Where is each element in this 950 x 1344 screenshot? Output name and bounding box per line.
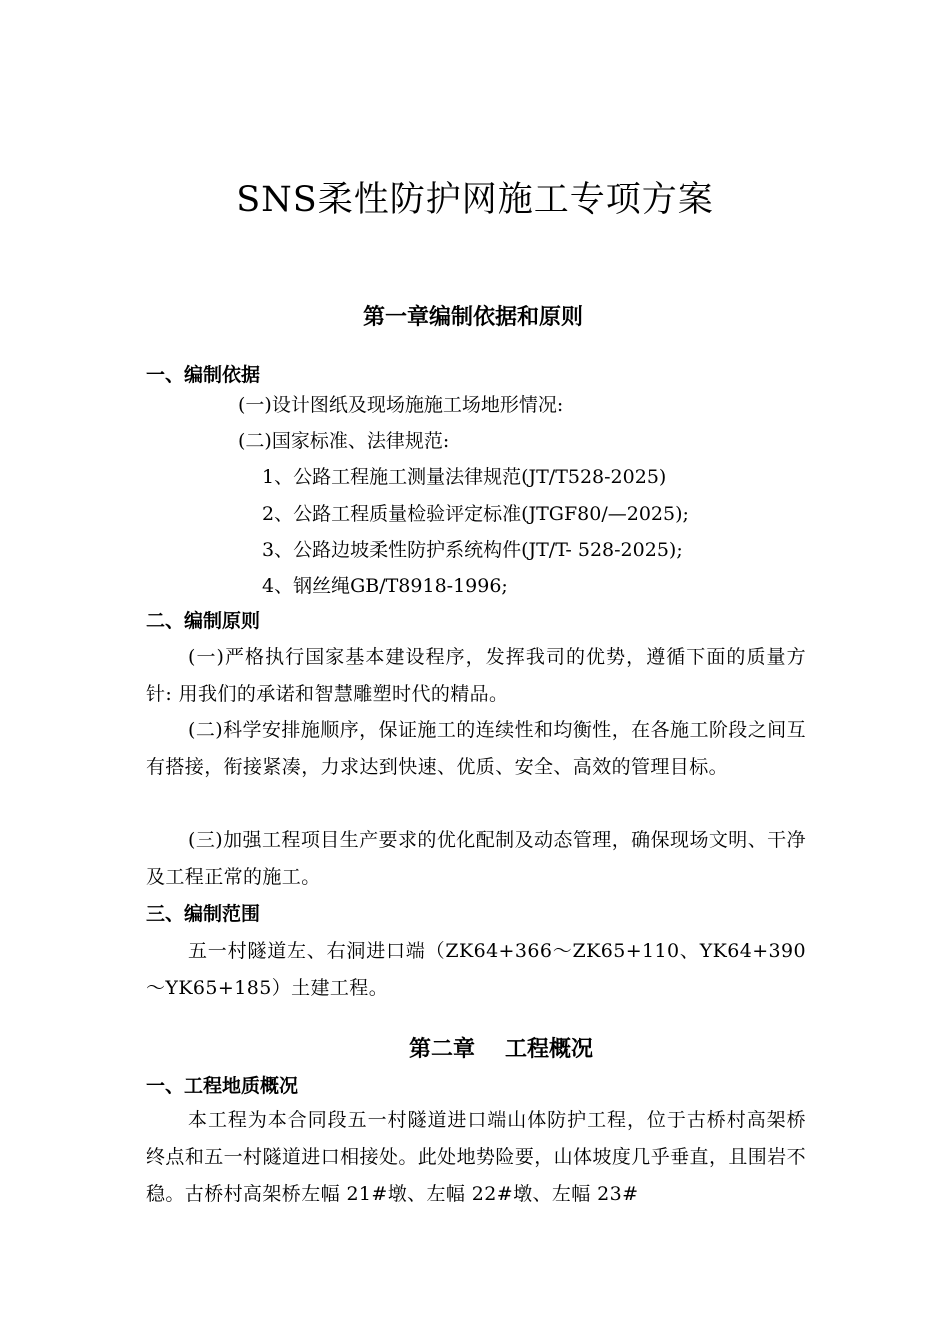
standard-item-1: 1、公路工程施工测量法律规范(JT/T528-2025) [262,466,667,488]
standard-item-3: 3、公路边坡柔性防护系统构件(JT/T- 528-2025); [262,539,683,561]
section-principles-heading: 二、编制原则 [146,610,261,632]
scope-paragraph: 五一村隧道左、右洞进口端（ZK64+366～ZK65+110、YK64+390～YK65+185）土建工程。 [146,940,806,999]
section-scope-heading: 三、编制范围 [146,903,261,925]
principle-paragraph-3: (三)加强工程项目生产要求的优化配制及动态管理，确保现场文明、干净及工程正常的施工。 [146,829,806,888]
geology-paragraph: 本工程为本合同段五一村隧道进口端山体防护工程，位于古桥村高架桥终点和五一村隧道进口相接处。此处地势险要，山体坡度几乎垂直，且围岩不稳。古桥村高架桥左幅 21#墩、左幅 22#墩、左幅 23# [146,1109,806,1205]
section-geology-heading: 一、工程地质概况 [146,1075,299,1097]
principle-paragraph-1: (一)严格执行国家基本建设程序，发挥我司的优势，遵循下面的质量方针: 用我们的承诺和智慧雕塑时代的精品。 [146,646,806,705]
document-title: SNS柔性防护网施工专项方案 [236,180,714,220]
chapter-2-title: 工程概况 [505,1037,594,1062]
principle-paragraph-2: (二)科学安排施顺序，保证施工的连续性和均衡性，在各施工阶段之间互有搭接，衔接紧凑，力求达到快速、优质、安全、高效的管理目标。 [146,719,806,778]
basis-sub-1: (一)设计图纸及现场施施工场地形情况: [238,394,564,416]
basis-sub-2: (二)国家标准、法律规范: [238,430,450,452]
section-basis-heading: 一、编制依据 [146,364,261,386]
chapter-2-heading [26,1035,950,1065]
standard-item-2: 2、公路工程质量检验评定标准(JTGF80/—2025); [262,503,689,525]
chapter-2-number: 第二章 [408,1037,475,1062]
standard-item-4: 4、钢丝绳GB/T8918-1996; [262,575,508,597]
chapter-1-heading: 第一章编制依据和原则 [362,305,583,330]
